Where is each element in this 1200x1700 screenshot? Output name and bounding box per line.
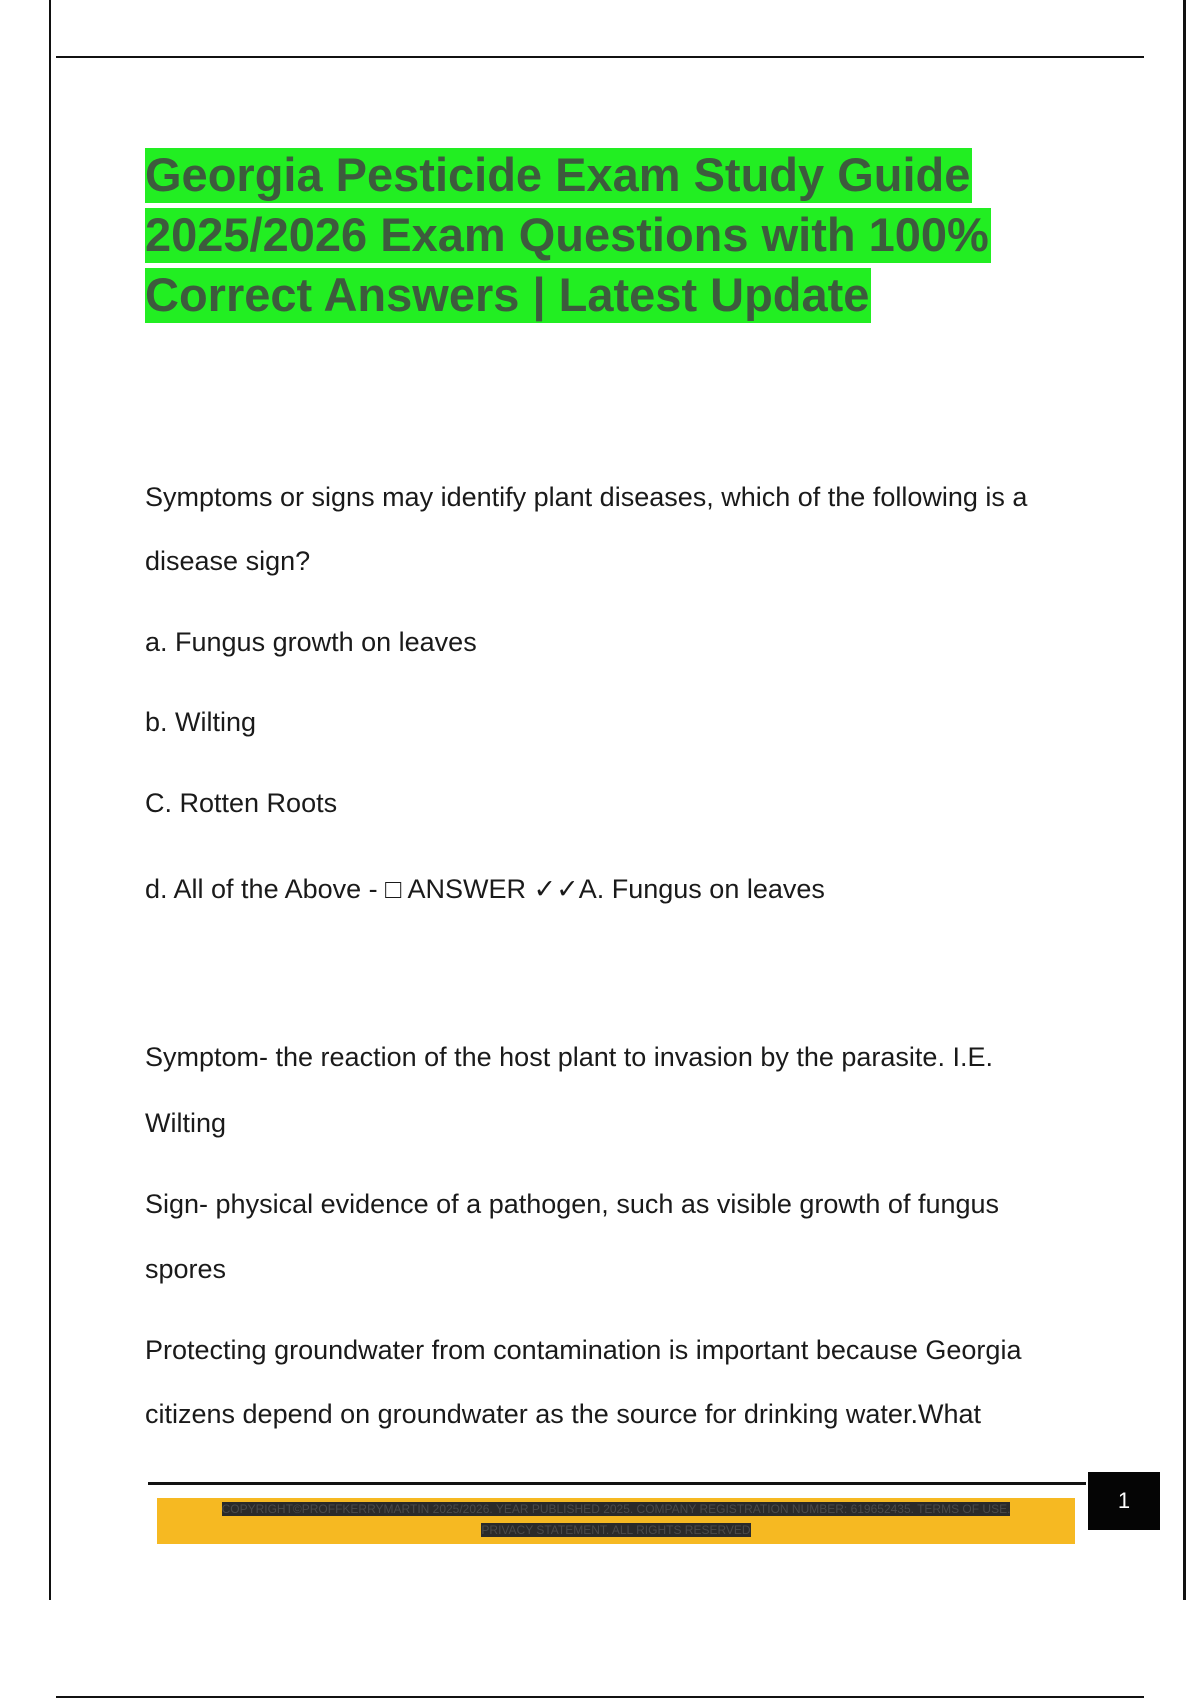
title-line-2: 2025/2026 Exam Questions with 100% (145, 208, 989, 261)
copyright-bar (157, 1498, 1075, 1544)
option-a: a. Fungus growth on leaves (145, 627, 477, 657)
title-line-3: Correct Answers | Latest Update (145, 268, 870, 321)
paragraph-sign-line-2: spores (145, 1254, 227, 1284)
page-number: 1 (1088, 1472, 1160, 1530)
question-stem-line-2: disease sign? (145, 546, 311, 576)
page-border-right (1183, 0, 1186, 1600)
option-d-answer: d. All of the Above - □ ANSWER ✓✓A. Fungus on leaves (145, 874, 825, 904)
paragraph-symptom-line-1: Symptom- the reaction of the host plant to invasion by the parasite. I.E. (145, 1042, 993, 1072)
option-b: b. Wilting (145, 707, 257, 737)
question-stem-line-1: Symptoms or signs may identify plant diseases, which of the following is a (145, 482, 1028, 512)
page-border-left (49, 0, 51, 1600)
paragraph-groundwater-line-1: Protecting groundwater from contamination is important because Georgia (145, 1335, 1022, 1365)
copyright-line-2: PRIVACY STATEMENT. ALL RIGHTS RESERVED (481, 1523, 751, 1537)
copyright-line-1: COPYRIGHT©PROFFKERRYMARTIN 2025/2026. YEAR PUBLISHED 2025. COMPANY REGISTRATION NUMBER: 619652435. TERMS OF USE. (221, 1502, 1011, 1516)
next-page-top-rule (56, 1696, 1144, 1698)
footer-rule (148, 1482, 1086, 1485)
option-c: C. Rotten Roots (145, 788, 338, 818)
title-line-1: Georgia Pesticide Exam Study Guide (145, 148, 971, 201)
paragraph-symptom-line-2: Wilting (145, 1108, 227, 1138)
header-rule (56, 56, 1144, 58)
paragraph-sign-line-1: Sign- physical evidence of a pathogen, such as visible growth of fungus (145, 1189, 1000, 1219)
document-title (145, 145, 1045, 325)
paragraph-groundwater-line-2: citizens depend on groundwater as the source for drinking water.What (145, 1399, 981, 1429)
